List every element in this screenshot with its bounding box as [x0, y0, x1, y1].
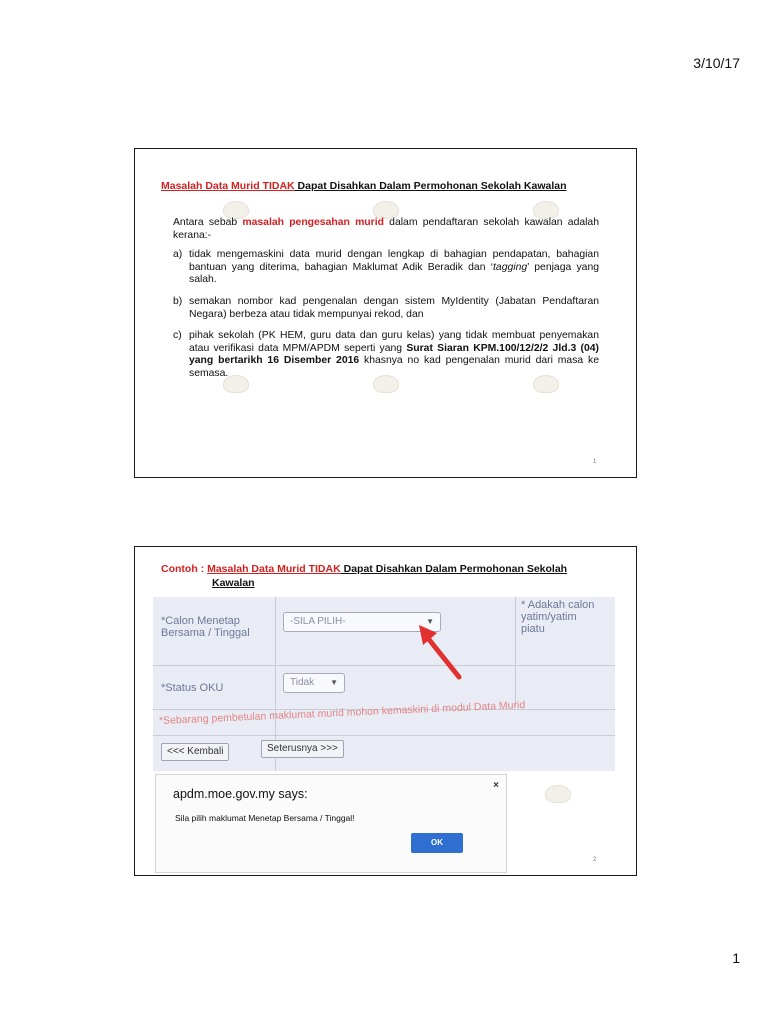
- intro-text: dalam pendaftaran sekolah kawalan adalah kerana:-: [173, 217, 599, 241]
- item-italic: tagging: [493, 261, 528, 273]
- dialog-title: apdm.moe.gov.my says:: [173, 787, 308, 801]
- item-text: khasnya no kad pengenalan murid dari masa ke semasa.: [189, 355, 599, 379]
- status-oku-select[interactable]: [283, 673, 345, 693]
- slide-number: 2: [593, 857, 597, 863]
- intro-paragraph: [173, 217, 599, 242]
- red-arrow-icon: [415, 623, 465, 681]
- form-screenshot: [153, 597, 615, 771]
- item-bold: Surat Siaran KPM.100/12/2/2 Jld.3 (04) yang bertarikh 16 Disember 2016: [189, 342, 599, 367]
- dialog-message: Sila pilih maklumat Menetap Bersama / Tinggal!: [175, 813, 355, 823]
- page-number: 1: [732, 950, 740, 966]
- slide-1-title: [161, 179, 567, 193]
- item-label: a): [173, 249, 183, 261]
- list-item-c: [173, 330, 599, 380]
- title-text: Kawalan: [212, 577, 255, 589]
- grid-line: [153, 665, 615, 666]
- calon-menetap-label: [161, 615, 250, 639]
- ok-button[interactable]: OK: [411, 833, 463, 853]
- grid-line: [153, 735, 615, 736]
- item-text: ’ penjaga yang salah.: [189, 261, 600, 286]
- select-value: -SILA PILIH-: [290, 616, 346, 627]
- slide-2: [134, 546, 637, 876]
- item-text: pihak sekolah (PK HEM, guru data dan guru kelas) yang tidak membuat penyemakan atau verifikasi data MPM/APDM seperti yang: [189, 330, 599, 354]
- slide-1-body: [173, 217, 599, 390]
- intro-highlight: masalah pengesahan murid: [242, 217, 384, 228]
- slide-number: 1: [593, 459, 597, 465]
- slide-2-title: [161, 562, 611, 590]
- title-highlight: Masalah Data Murid TIDAK: [207, 563, 341, 575]
- status-oku-label: *Status OKU: [161, 682, 224, 694]
- title-highlight: Masalah Data Murid TIDAK: [161, 180, 295, 192]
- label-line: * Adakah calon: [521, 599, 595, 611]
- list-item-b: [173, 296, 599, 321]
- title-text: Dapat Disahkan Dalam Permohonan Sekolah Kawalan: [294, 180, 567, 192]
- label-line: *Calon Menetap: [161, 615, 240, 627]
- yatim-label: [521, 599, 594, 635]
- item-text: semakan nombor kad pengenalan dengan sistem MyIdentity (Jabatan Pendaftaran Negara) berbeza atau tidak mempunyai rekod, dan: [189, 295, 599, 320]
- list-item-a: [173, 249, 599, 287]
- close-icon[interactable]: ×: [493, 780, 499, 791]
- select-value: Tidak: [290, 677, 315, 688]
- next-button[interactable]: Seterusnya >>>: [261, 740, 344, 758]
- title-text: Dapat Disahkan Dalam Permohonan Sekolah: [340, 563, 568, 575]
- alert-dialog: [155, 774, 507, 873]
- intro-text: Antara sebab: [173, 217, 243, 228]
- back-button[interactable]: <<< Kembali: [161, 743, 229, 761]
- title-prefix: Contoh :: [161, 563, 208, 575]
- label-line: yatim/yatim: [521, 611, 577, 623]
- item-label: c): [173, 330, 182, 342]
- watermark-crest: [545, 785, 571, 803]
- dropdown-arrow-icon: ▼: [426, 617, 434, 626]
- item-label: b): [173, 295, 183, 307]
- item-text: tidak mengemaskini data murid dengan lengkap di bahagian pendapatan, bahagian bantuan yang diterima, bahagian Maklumat Adik Beradik dan ‘: [189, 249, 599, 273]
- slide-1: [134, 148, 637, 478]
- document-date: 3/10/17: [693, 55, 740, 71]
- dropdown-arrow-icon: ▼: [330, 678, 338, 687]
- label-line: piatu: [521, 623, 545, 635]
- grid-line: [515, 597, 516, 707]
- error-message: *Sebarang pembetulan maklumat murid mohon kemaskini di modul Data Murid: [158, 699, 526, 727]
- label-line: Bersama / Tinggal: [161, 627, 250, 639]
